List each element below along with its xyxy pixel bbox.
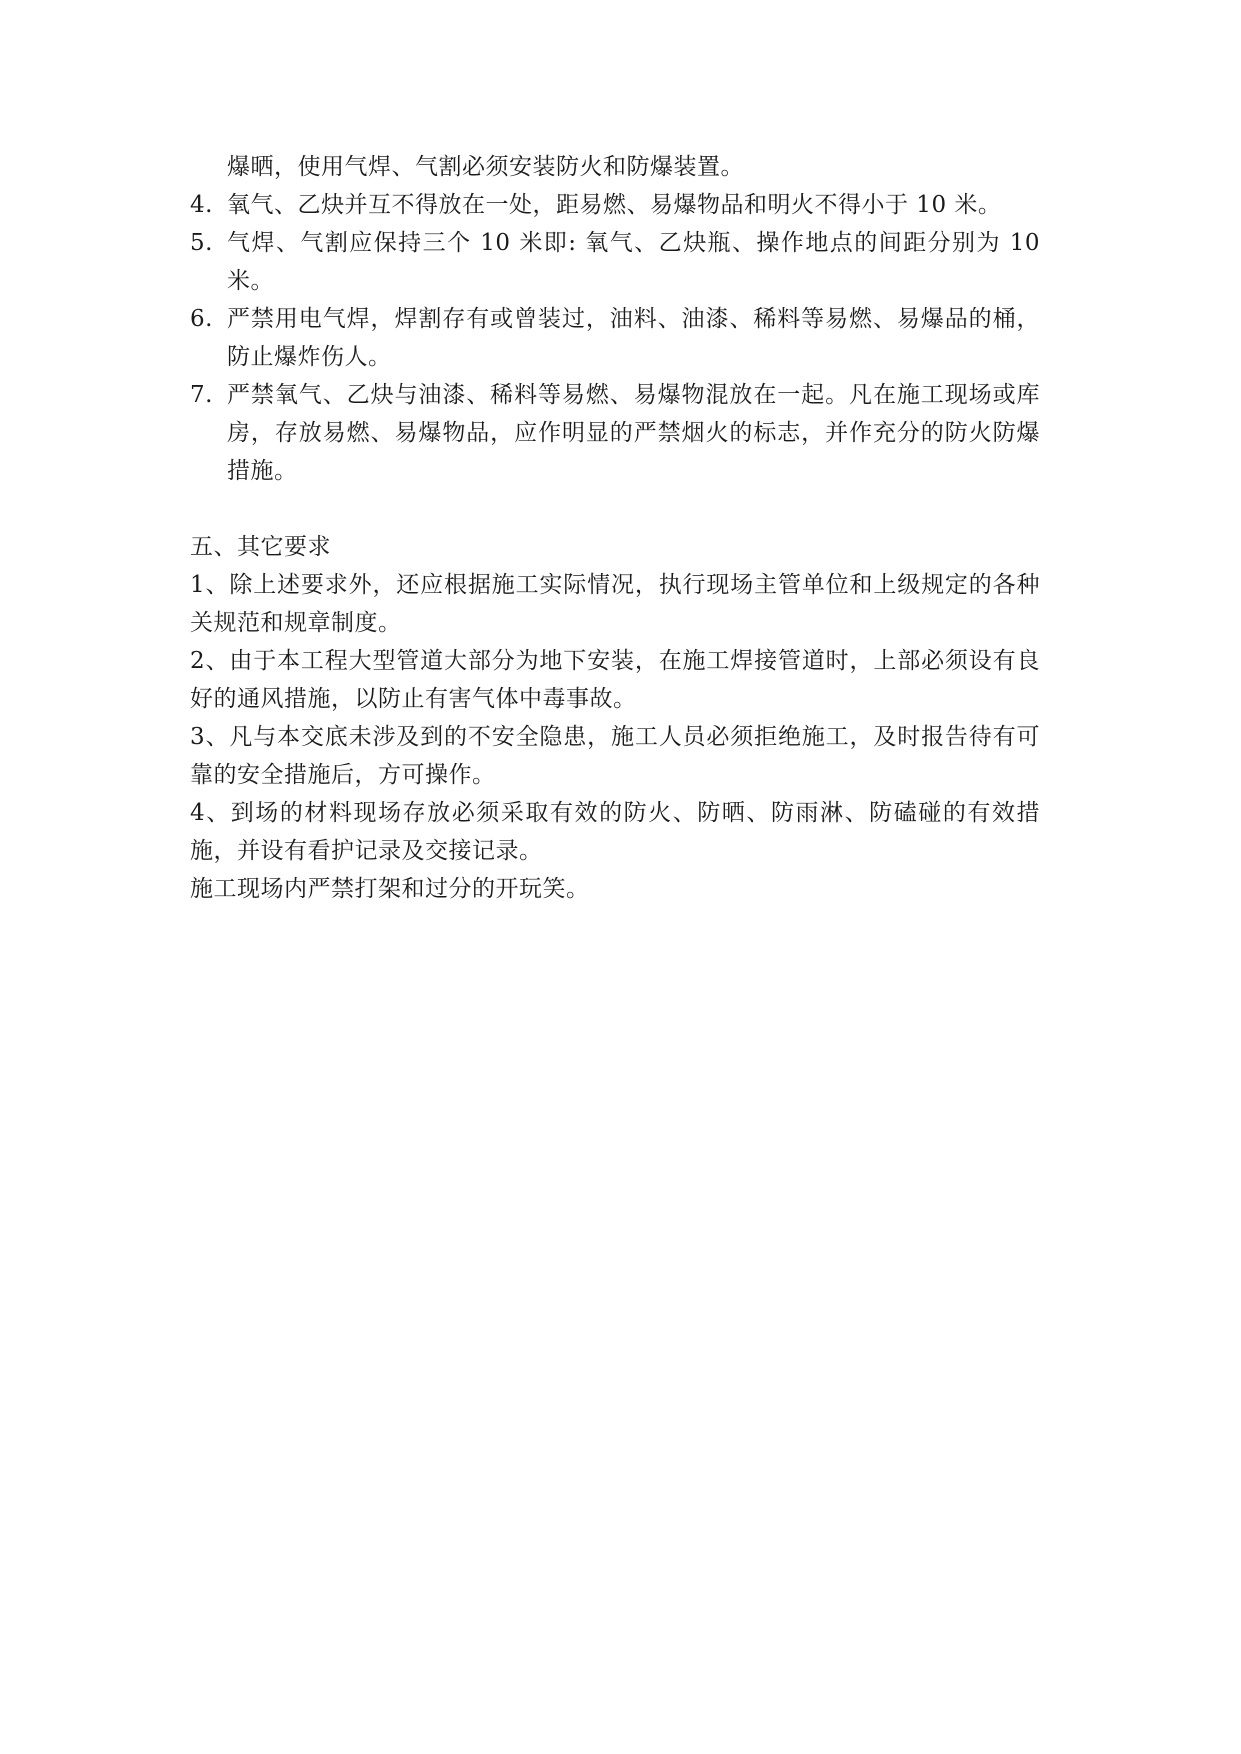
list-item-number: 5. bbox=[190, 230, 213, 256]
paragraph: 施工现场内严禁打架和过分的开玩笑。 bbox=[190, 876, 590, 902]
paragraph: 1、除上述要求外，还应根据施工实际情况，执行现场主管单位和上级规定的各种关规范和规章制度。 bbox=[190, 572, 1040, 636]
list-item bbox=[190, 224, 1040, 300]
list-item-text: 严禁用电气焊，焊割存有或曾装过，油料、油漆、稀料等易燃、易爆品的桶，防止爆炸伤人。 bbox=[227, 306, 1040, 370]
list-item bbox=[190, 186, 1040, 224]
paragraph: 3、凡与本交底未涉及到的不安全隐患，施工人员必须拒绝施工，及时报告待有可靠的安全措施后，方可操作。 bbox=[190, 724, 1040, 788]
list-item-text: 氧气、乙炔并互不得放在一处，距易燃、易爆物品和明火不得小于 10 米。 bbox=[227, 192, 1002, 218]
paragraph: 2、由于本工程大型管道大部分为地下安装，在施工焊接管道时，上部必须设有良好的通风措施，以防止有害气体中毒事故。 bbox=[190, 648, 1040, 712]
list-item bbox=[190, 376, 1040, 490]
list-item bbox=[190, 300, 1040, 376]
list-item-text: 气焊、气割应保持三个 10 米即: 氧气、乙炔瓶、操作地点的间距分别为 10 米。 bbox=[227, 230, 1040, 294]
document-content bbox=[190, 148, 1040, 908]
list-item-number: 6. bbox=[190, 306, 213, 332]
list-item-text: 严禁氧气、乙炔与油漆、稀料等易燃、易爆物混放在一起。凡在施工现场或库房，存放易燃、易爆物品，应作明显的严禁烟火的标志，并作充分的防火防爆措施。 bbox=[227, 382, 1040, 484]
section-heading: 五、其它要求 bbox=[190, 534, 331, 560]
list-item-number: 7. bbox=[190, 382, 213, 408]
list-item-number: 4. bbox=[190, 192, 213, 218]
paragraph: 4、到场的材料现场存放必须采取有效的防火、防晒、防雨淋、防磕碰的有效措施，并设有看护记录及交接记录。 bbox=[190, 800, 1040, 864]
list-item-continuation: 爆晒，使用气焊、气割必须安装防火和防爆装置。 bbox=[227, 154, 744, 180]
